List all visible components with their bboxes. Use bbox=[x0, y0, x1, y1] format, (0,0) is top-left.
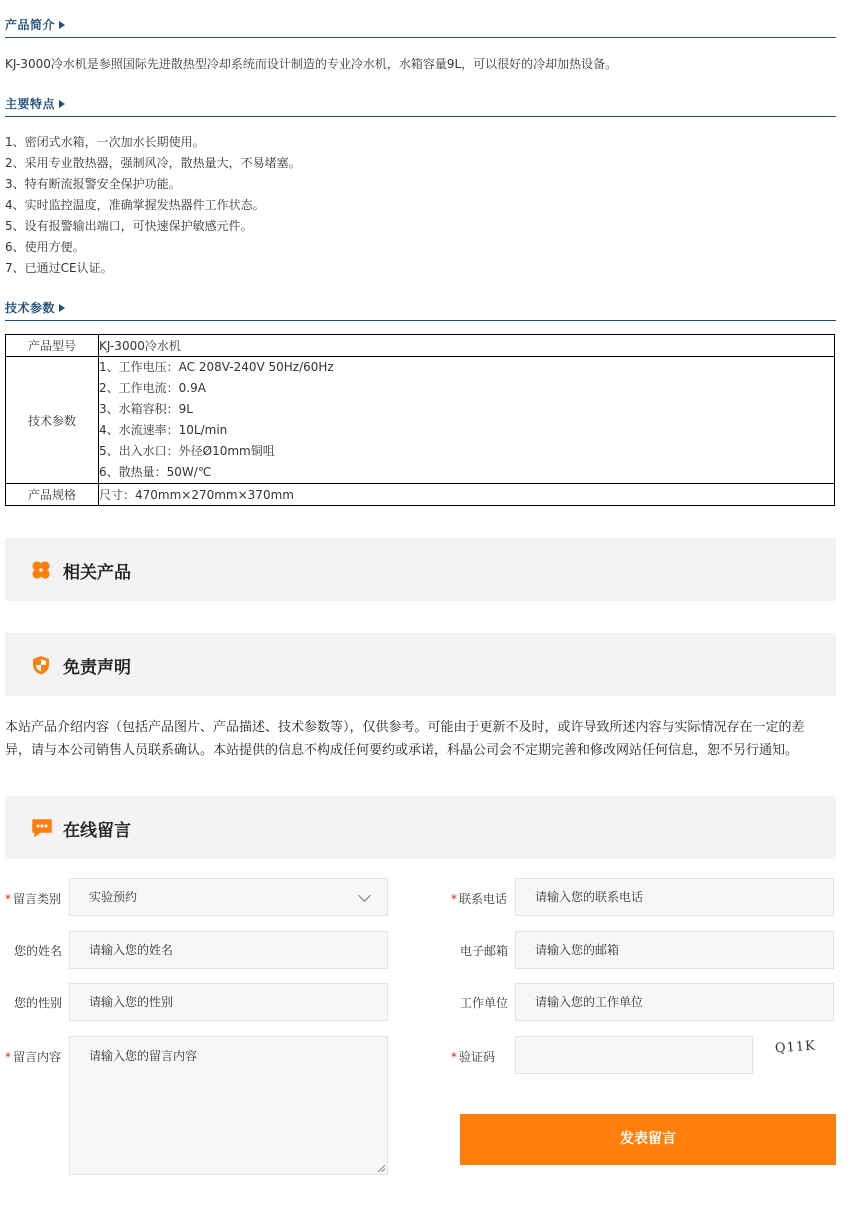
section-title: 产品简介 bbox=[5, 18, 56, 32]
table-row bbox=[6, 357, 835, 484]
triangle-right-icon bbox=[59, 21, 65, 29]
flower-icon bbox=[31, 560, 51, 580]
captcha-label: * 验证码 bbox=[451, 1050, 496, 1064]
email-input[interactable]: 请输入您的邮箱 bbox=[515, 931, 834, 969]
param-line: 3、水箱容积：9L bbox=[99, 402, 193, 416]
param-line: 1、工作电压：AC 208V-240V 50Hz/60Hz bbox=[99, 360, 334, 374]
feature-item: 5、设有报警输出端口，可快速保护敏感元件。 bbox=[5, 219, 253, 233]
category-value: 实验预约 bbox=[89, 890, 138, 904]
name-input[interactable]: 请输入您的姓名 bbox=[69, 931, 388, 969]
gender-label: 您的性别 bbox=[14, 996, 63, 1010]
feature-item: 2、采用专业散热器，强制风冷，散热量大，不易堵塞。 bbox=[5, 156, 301, 170]
table-cell-value: KJ-3000冷水机 bbox=[99, 335, 835, 357]
company-input[interactable]: 请输入您的工作单位 bbox=[515, 983, 834, 1021]
feature-item: 4、实时监控温度，准确掌握发热器件工作状态。 bbox=[5, 198, 265, 212]
table-cell-value: 尺寸：470mm×270mm×370mm bbox=[99, 484, 835, 506]
feature-item: 3、特有断流报警安全保护功能。 bbox=[5, 177, 181, 191]
submit-button[interactable]: 发表留言 bbox=[460, 1114, 836, 1165]
chat-bubble-icon bbox=[31, 818, 53, 838]
required-mark: * bbox=[451, 892, 457, 906]
section-header-intro bbox=[5, 16, 836, 38]
param-line: 4、水流速率：10L/min bbox=[99, 423, 228, 437]
triangle-right-icon bbox=[59, 304, 65, 312]
required-mark: * bbox=[5, 1050, 11, 1064]
table-cell-label: 产品规格 bbox=[6, 484, 99, 506]
section-title: 主要特点 bbox=[5, 97, 56, 111]
param-line: 2、工作电流：0.9A bbox=[99, 381, 206, 395]
category-select[interactable] bbox=[69, 878, 388, 916]
content-label: * 留言内容 bbox=[5, 1050, 62, 1064]
disclaimer-bar bbox=[5, 633, 836, 696]
email-label: 电子邮箱 bbox=[460, 944, 509, 958]
captcha-image[interactable]: Q11K bbox=[774, 1038, 817, 1057]
feature-item: 1、密闭式水箱，一次加水长期使用。 bbox=[5, 135, 205, 149]
section-header-specs bbox=[5, 299, 836, 321]
resize-grip-icon[interactable] bbox=[377, 1164, 385, 1172]
triangle-right-icon bbox=[59, 100, 65, 108]
company-label: 工作单位 bbox=[460, 996, 509, 1010]
content-placeholder: 请输入您的留言内容 bbox=[89, 1049, 198, 1063]
captcha-input[interactable] bbox=[515, 1036, 753, 1074]
param-line: 6、散热量：50W/℃ bbox=[99, 465, 212, 479]
content-textarea[interactable] bbox=[69, 1036, 388, 1175]
table-row bbox=[6, 484, 835, 506]
section-header-features bbox=[5, 95, 836, 117]
section-title: 技术参数 bbox=[5, 301, 56, 315]
phone-label: * 联系电话 bbox=[451, 892, 508, 906]
param-line: 5、出入水口：外径Ø10mm铜咀 bbox=[99, 444, 275, 458]
bar-title: 相关产品 bbox=[63, 563, 131, 583]
message-bar bbox=[5, 796, 836, 859]
bar-title: 在线留言 bbox=[63, 821, 131, 841]
intro-text: KJ-3000冷水机是参照国际先进散热型冷却系统而设计制造的专业冷水机，水箱容量9L，可以很好的冷却加热设备。 bbox=[5, 57, 618, 71]
feature-item: 6、使用方便。 bbox=[5, 240, 85, 254]
shield-icon bbox=[31, 655, 51, 675]
required-mark: * bbox=[5, 892, 11, 906]
table-cell-value bbox=[99, 357, 835, 484]
disclaimer-text: 本站产品介绍内容（包括产品图片、产品描述、技术参数等），仅供参考。可能由于更新不及时，或许导致所述内容与实际情况存在一定的差异，请与本公司销售人员联系确认。本站提供的信息不构成任何要约或承诺，科晶公司会不定期完善和修改网站任何信息，恕不另行通知。 bbox=[5, 720, 805, 758]
related-products-bar bbox=[5, 538, 836, 601]
category-label: * 留言类别 bbox=[5, 892, 62, 906]
table-cell-label: 技术参数 bbox=[6, 357, 99, 484]
chevron-down-icon bbox=[358, 889, 371, 902]
name-label: 您的姓名 bbox=[14, 944, 63, 958]
gender-input[interactable]: 请输入您的性别 bbox=[69, 983, 388, 1021]
table-row bbox=[6, 335, 835, 357]
required-mark: * bbox=[451, 1050, 457, 1064]
phone-input[interactable]: 请输入您的联系电话 bbox=[515, 878, 834, 916]
spec-table bbox=[5, 334, 835, 506]
feature-item: 7、已通过CE认证。 bbox=[5, 261, 113, 275]
bar-title: 免责声明 bbox=[63, 658, 131, 678]
table-cell-label: 产品型号 bbox=[6, 335, 99, 357]
